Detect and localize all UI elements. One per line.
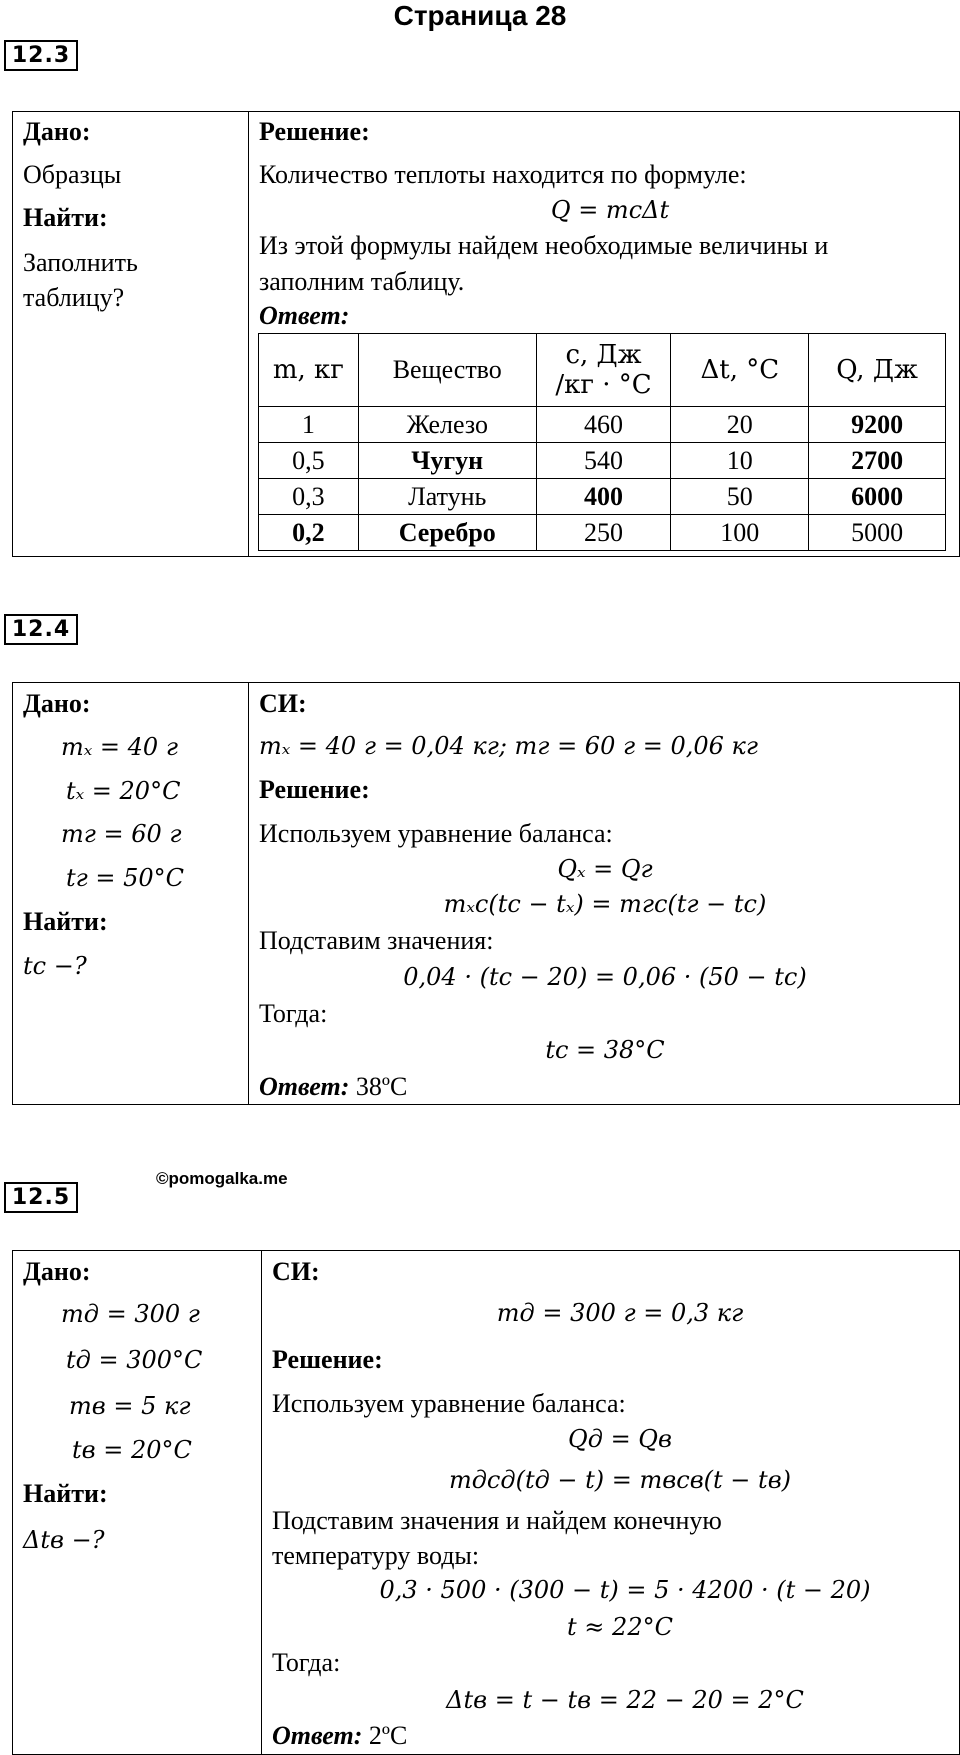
column-header-heat: Q, Дж — [809, 334, 946, 407]
solution-label: Решение: — [259, 117, 370, 146]
page-title: Страница 28 — [393, 0, 567, 31]
equation: t ≈ 22°C — [567, 1613, 673, 1641]
given-label: Дано: — [23, 689, 91, 718]
si-label: СИ: — [259, 689, 307, 718]
cell-delta-t: 10 — [671, 443, 809, 479]
equation: 0,3 · 500 · (300 − t) = 5 · 4200 · (t − 20) — [379, 1576, 871, 1604]
find-text: таблицу? — [23, 283, 125, 312]
given-item: tг = 50°C — [66, 864, 185, 892]
solution-line: заполним таблицу. — [259, 267, 465, 296]
given-item: mд = 300 г — [61, 1300, 200, 1328]
answer-table — [258, 333, 946, 551]
cell-substance: Латунь — [358, 479, 536, 515]
solution-line: Подставим значения: — [259, 926, 494, 955]
solution-line: Подставим значения и найдем конечную — [272, 1506, 722, 1535]
si-conversion: mₓ = 40 г = 0,04 кг; mг = 60 г = 0,06 кг — [259, 732, 758, 760]
column-header-specific-heat: c, Дж /кг · °C — [536, 334, 671, 407]
cell-specific-heat: 400 — [536, 479, 671, 515]
cell-specific-heat: 540 — [536, 443, 671, 479]
cell-specific-heat: 250 — [536, 515, 671, 551]
answer-label: Ответ: — [259, 301, 350, 330]
problem-number-12-5: 12.5 — [4, 1182, 78, 1213]
equation: tс = 38°C — [545, 1036, 665, 1064]
solution-line: Из этой формулы найдем необходимые величины и — [259, 231, 829, 260]
given-item: tв = 20°C — [72, 1436, 192, 1464]
column-divider — [248, 112, 249, 556]
find-label: Найти: — [23, 203, 108, 232]
column-divider — [248, 683, 249, 1104]
equation: mдcд(tд − t) = mвcв(t − tв) — [448, 1466, 792, 1494]
find-text: Заполнить — [23, 248, 138, 277]
cell-specific-heat: 460 — [536, 407, 671, 443]
cell-delta-t: 100 — [671, 515, 809, 551]
solution-line: Количество теплоты находится по формуле: — [259, 160, 747, 189]
solution-line: Используем уравнение баланса: — [259, 819, 613, 848]
cell-substance: Железо — [358, 407, 536, 443]
given-item: mв = 5 кг — [69, 1392, 191, 1420]
cell-heat: 5000 — [809, 515, 946, 551]
equation: Qд = Qв — [568, 1425, 672, 1453]
table-row — [259, 443, 946, 479]
solution-label: Решение: — [272, 1345, 383, 1374]
table-row — [259, 407, 946, 443]
cell-heat: 9200 — [809, 407, 946, 443]
find-item: tс −? — [23, 952, 87, 980]
answer: Ответ: 38ºC — [259, 1072, 408, 1101]
problem-number-12-3: 12.3 — [4, 40, 78, 71]
given-item: tд = 300°C — [66, 1346, 203, 1374]
solution-label: Решение: — [259, 775, 370, 804]
equation: Δtв = t − tв = 22 − 20 = 2°C — [446, 1686, 804, 1714]
cell-mass: 0,3 — [259, 479, 359, 515]
column-header-mass: m, кг — [259, 334, 359, 407]
cell-delta-t: 50 — [671, 479, 809, 515]
column-divider — [261, 1251, 262, 1754]
given-label: Дано: — [23, 117, 91, 146]
column-header-delta-t: Δt, °C — [671, 334, 809, 407]
given-item: tₓ = 20°C — [66, 777, 181, 805]
answer: Ответ: 2ºC — [272, 1721, 408, 1750]
cell-delta-t: 20 — [671, 407, 809, 443]
cell-mass: 0,5 — [259, 443, 359, 479]
cell-mass: 1 — [259, 407, 359, 443]
solution-line: температуру воды: — [272, 1541, 480, 1570]
table-row — [259, 515, 946, 551]
given-item: mг = 60 г — [61, 820, 182, 848]
given-item: mₓ = 40 г — [61, 733, 178, 761]
watermark: ©pomogalka.me — [156, 1169, 288, 1188]
si-conversion: mд = 300 г = 0,3 кг — [496, 1299, 744, 1327]
si-label: СИ: — [272, 1257, 320, 1286]
cell-heat: 6000 — [809, 479, 946, 515]
table-header-row — [259, 334, 946, 407]
solution-line: Тогда: — [259, 999, 328, 1028]
cell-substance: Чугун — [358, 443, 536, 479]
equation: Qₓ = Qг — [557, 855, 653, 883]
solution-line: Используем уравнение баланса: — [272, 1389, 626, 1418]
equation: mₓc(tс − tₓ) = mгc(tг − tс) — [443, 890, 767, 918]
cell-heat: 2700 — [809, 443, 946, 479]
column-header-substance: Вещество — [358, 334, 536, 407]
table-row — [259, 479, 946, 515]
solution-line: Тогда: — [272, 1648, 341, 1677]
equation: 0,04 · (tс − 20) = 0,06 · (50 − tс) — [403, 963, 807, 991]
given-label: Дано: — [23, 1257, 91, 1286]
formula: Q = mcΔt — [550, 196, 670, 224]
cell-substance: Серебро — [358, 515, 536, 551]
problem-number-12-4: 12.4 — [4, 614, 78, 645]
given-text: Образцы — [23, 160, 122, 189]
find-label: Найти: — [23, 1479, 108, 1508]
cell-mass: 0,2 — [259, 515, 359, 551]
find-item: Δtв −? — [23, 1526, 105, 1554]
find-label: Найти: — [23, 907, 108, 936]
